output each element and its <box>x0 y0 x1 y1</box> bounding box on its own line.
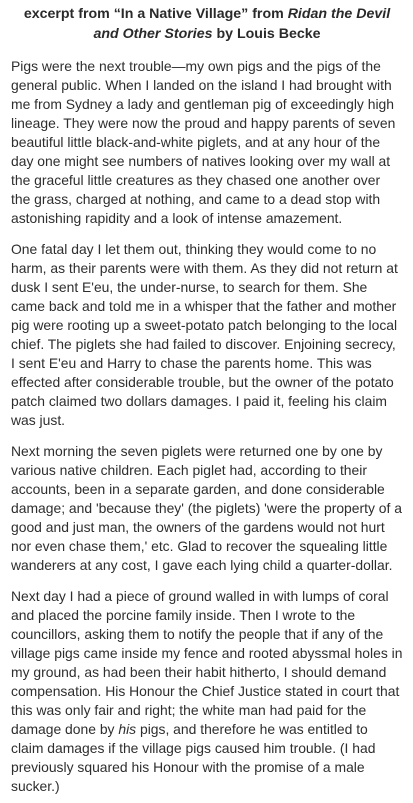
paragraph-2: One fatal day I let them out, thinking they would come to no harm, as their parents were with them. As they did not return at dusk I sent E'eu, the under-nurse, to search for them. She came back and told me in a whisper that the father and mother pig were rooting up a sweet-potato patch belonging to the local chief. The piglets she had failed to discover. Enjoining secrecy, I sent E'eu and Harry to chase the parents home. This was effected after considerable trouble, but the owner of the potato patch claimed two dollars damages. I paid it, feeling his claim was just. <box>11 241 398 428</box>
book-title: Ridan the Devil and Other Stories <box>93 6 391 42</box>
paragraph-4-emphasis: his <box>118 721 137 737</box>
paragraph-3: Next morning the seven piglets were returned one by one by various native children. Each piglet had, according to their accounts, been in a separate garden, and done considerable damage; and 'because they' (the piglets) 'were the property of a good and just man, the owners of the gardens would not hurt nor even chase them,' etc. Glad to recover the squealing little wanderers at any cost, I gave each lying child a quarter-dollar. <box>11 443 402 573</box>
document-title <box>11 4 403 44</box>
paragraph-4 <box>11 587 403 796</box>
paragraph-1: Pigs were the next trouble—my own pigs and the pigs of the general public. When I landed on the island I had brought with me from Sydney a lady and gentleman pig of exceedingly high lineage. They were now the proud and happy parents of seven beautiful little black-and-white piglets, and at any hour of the day one might see numbers of natives looking over my wall at the graceful little creatures as they chased one another over the grass, charged at nothing, and came to a dead stop with astonishing rapidity and a look of intense amazement. <box>11 58 396 226</box>
title-prefix: excerpt from “In a Native Village” from <box>23 6 288 22</box>
title-byline: by Louis Becke <box>212 26 321 42</box>
paragraph-4-text-after: pigs, and therefore he was entitled to claim damages if the village pigs caused him trouble. (I had previously squared his Honour with the promise of a male sucker.) <box>11 721 376 794</box>
paragraph-4-text-before: Next day I had a piece of ground walled in with lumps of coral and placed the porcine family inside. Then I wrote to the councillors, asking them to notify the people that if any of the village pigs came inside my fence and rooted abyssmal holes in my ground, as had been their habit hitherto, I should demand compensation. His Honour the Chief Justice stated in court that this was only fair and right; the white man had paid for the damage done by <box>11 588 403 737</box>
